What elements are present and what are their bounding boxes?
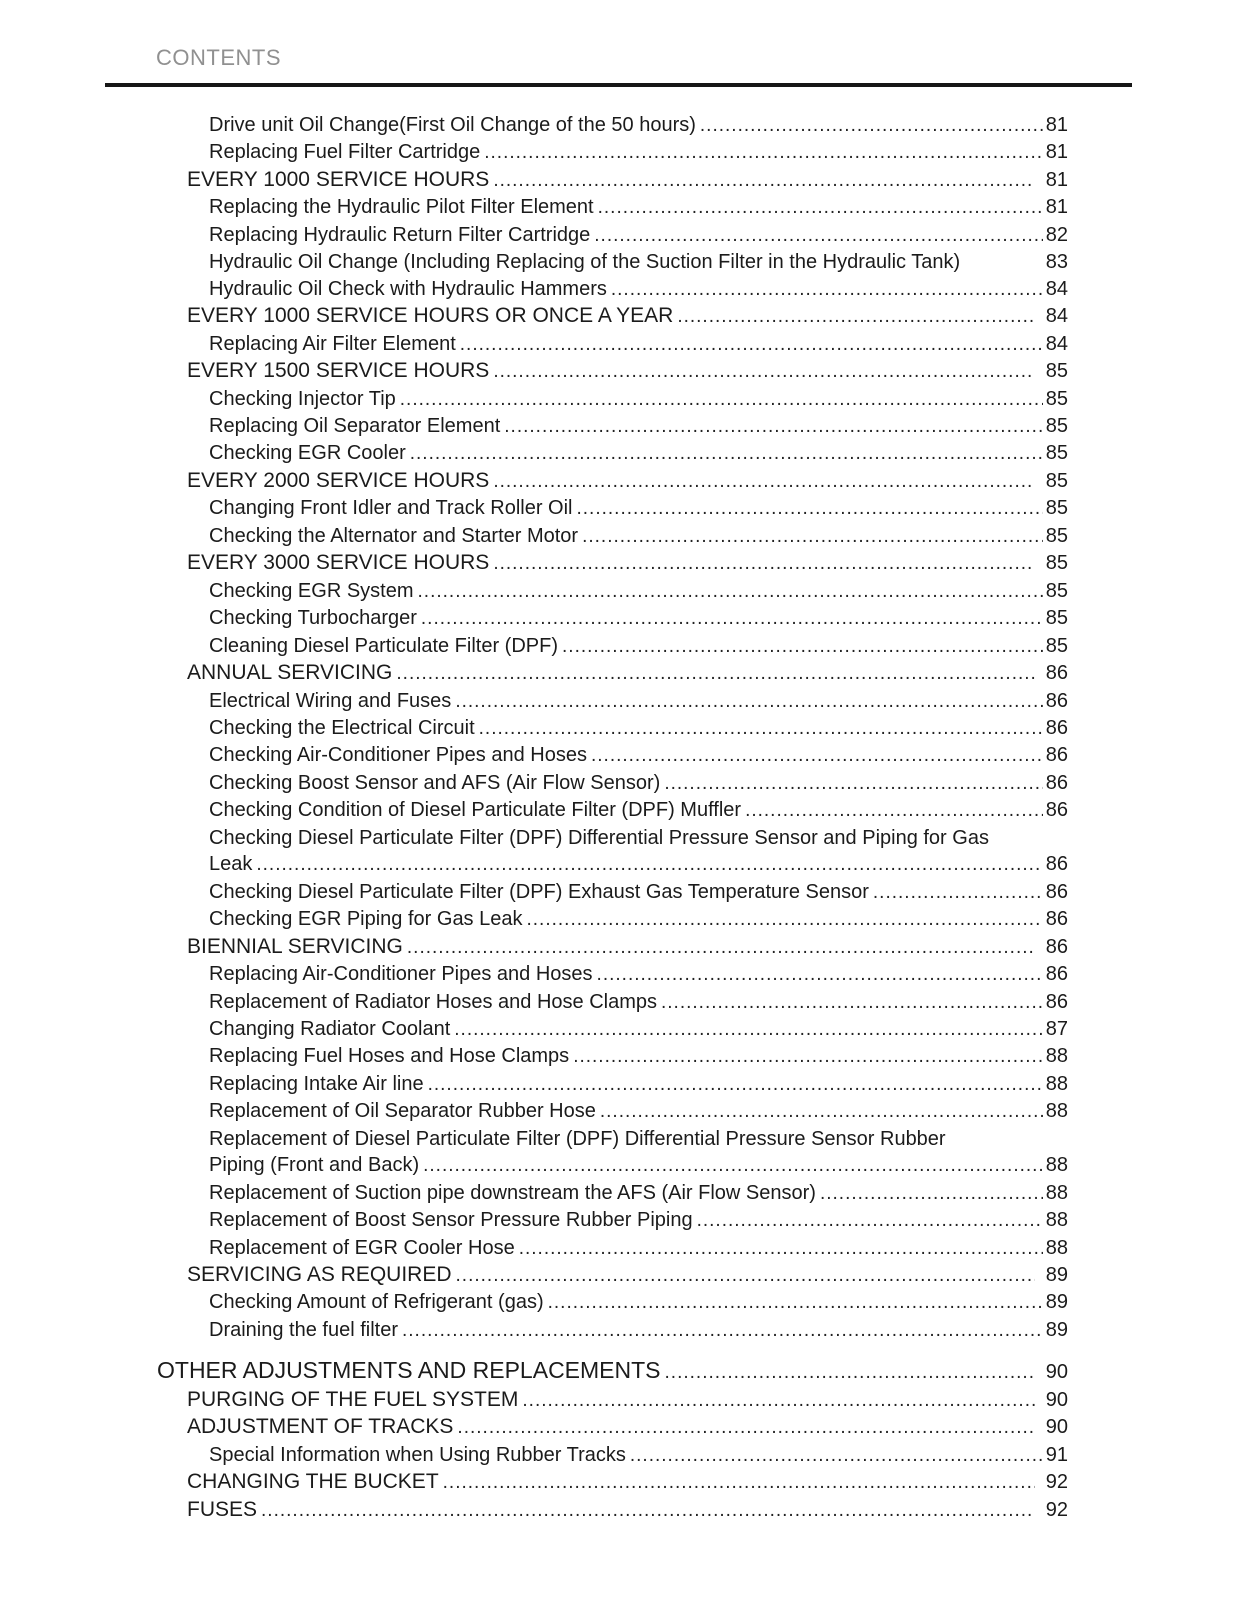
dot-leader bbox=[745, 797, 1043, 824]
toc-entry-page-number: 85 bbox=[1045, 360, 1068, 383]
toc-entry bbox=[105, 112, 1068, 139]
toc-entry bbox=[105, 1016, 1068, 1043]
dot-leader bbox=[873, 879, 1043, 906]
toc-entry-title: Hydraulic Oil Change (Including Replacing of the Suction Filter in the Hydraulic Tank) bbox=[209, 251, 961, 274]
toc-entry-title: Drive unit Oil Change(First Oil Change of the 50 hours) bbox=[209, 114, 696, 136]
toc-entry-title: Checking Amount of Refrigerant (gas) bbox=[209, 1291, 544, 1314]
toc-entry bbox=[105, 303, 1068, 330]
toc-entry-title: Checking Boost Sensor and AFS (Air Flow Sensor) bbox=[209, 771, 661, 794]
toc-entry-page-number: 86 bbox=[1045, 744, 1068, 767]
toc-entry-title: EVERY 3000 SERVICE HOURS bbox=[187, 551, 490, 575]
toc-entry-page-number: 85 bbox=[1045, 607, 1068, 630]
toc-entry bbox=[105, 742, 1068, 769]
toc-entry-title: BIENNIAL SERVICING bbox=[187, 934, 403, 958]
toc-entry-page-number: 85 bbox=[1045, 442, 1068, 465]
toc-entry-title: Checking Turbocharger bbox=[209, 607, 417, 630]
toc-entry bbox=[105, 825, 1068, 851]
toc-entry-title: Replacing Fuel Filter Cartridge bbox=[209, 141, 481, 164]
toc-entry-title: Checking Diesel Particulate Filter (DPF) Exhaust Gas Temperature Sensor bbox=[209, 880, 869, 903]
toc-entry bbox=[105, 523, 1068, 550]
toc-entry bbox=[105, 550, 1068, 577]
dot-leader bbox=[421, 605, 1043, 632]
dot-leader bbox=[548, 1289, 1043, 1316]
toc-entry-title: OTHER ADJUSTMENTS AND REPLACEMENTS bbox=[157, 1357, 661, 1384]
toc-entry bbox=[105, 633, 1068, 660]
toc-entry-page-number: 85 bbox=[1045, 524, 1068, 547]
toc-entry-title: Checking the Electrical Circuit bbox=[209, 716, 475, 739]
toc-entry-page-number: 81 bbox=[1045, 196, 1068, 219]
toc-entry-title: Replacing Hydraulic Return Filter Cartridge bbox=[209, 223, 591, 246]
toc-entry-title: Special Information when Using Rubber Tracks bbox=[209, 1443, 626, 1466]
toc-entry-page-number: 84 bbox=[1045, 305, 1068, 328]
toc-entry-title: Replacing Fuel Hoses and Hose Clamps bbox=[209, 1045, 570, 1068]
toc-entry-title: EVERY 1000 SERVICE HOURS bbox=[187, 167, 490, 191]
toc-entry bbox=[105, 276, 1068, 303]
toc-entry bbox=[105, 249, 1068, 275]
toc-entry-page-number: 85 bbox=[1045, 634, 1068, 657]
toc-entry-page-number: 81 bbox=[1045, 141, 1068, 164]
toc-entry-title: Changing Front Idler and Track Roller Oil bbox=[209, 497, 573, 520]
toc-entry-title: Hydraulic Oil Check with Hydraulic Hammers bbox=[209, 277, 607, 300]
toc-entry bbox=[105, 934, 1068, 961]
toc-entry bbox=[105, 1357, 1068, 1386]
toc-entry-title: PURGING OF THE FUEL SYSTEM bbox=[187, 1387, 519, 1411]
toc-entry-page-number: 86 bbox=[1045, 799, 1068, 822]
toc-entry-page-number: 92 bbox=[1045, 1498, 1068, 1521]
toc-entry bbox=[105, 715, 1068, 742]
toc-entry bbox=[105, 1152, 1068, 1179]
toc-entry-page-number: 85 bbox=[1045, 579, 1068, 602]
toc-entry-page-number: 89 bbox=[1045, 1264, 1068, 1287]
dot-leader bbox=[493, 358, 1034, 385]
toc-entry-page-number: 86 bbox=[1045, 689, 1068, 712]
toc-entry-title: EVERY 1500 SERVICE HOURS bbox=[187, 359, 490, 383]
dot-leader bbox=[597, 961, 1043, 988]
toc-entry-page-number: 86 bbox=[1045, 935, 1068, 958]
toc-entry bbox=[105, 1414, 1068, 1441]
table-of-contents bbox=[105, 112, 1068, 1524]
dot-leader bbox=[611, 276, 1043, 303]
toc-entry bbox=[105, 1497, 1068, 1524]
toc-entry bbox=[105, 797, 1068, 824]
toc-entry bbox=[105, 851, 1068, 878]
dot-leader bbox=[522, 1387, 1034, 1414]
toc-entry-page-number: 86 bbox=[1045, 990, 1068, 1013]
toc-entry bbox=[105, 1043, 1068, 1070]
page-title: CONTENTS bbox=[156, 45, 281, 70]
toc-entry-title: Checking EGR Cooler bbox=[209, 442, 406, 465]
toc-entry-page-number: 87 bbox=[1045, 1017, 1068, 1040]
toc-entry-title: Checking EGR Piping for Gas Leak bbox=[209, 908, 523, 931]
dot-leader bbox=[820, 1180, 1043, 1207]
toc-entry-title: Draining the fuel filter bbox=[209, 1318, 398, 1341]
toc-entry-page-number: 85 bbox=[1045, 414, 1068, 437]
toc-entry-title: EVERY 2000 SERVICE HOURS bbox=[187, 468, 490, 492]
toc-entry-title: Checking EGR System bbox=[209, 579, 414, 602]
toc-entry-page-number: 86 bbox=[1045, 908, 1068, 931]
toc-entry-page-number: 84 bbox=[1045, 332, 1068, 355]
toc-entry bbox=[105, 1071, 1068, 1098]
toc-entry-title: CHANGING THE BUCKET bbox=[187, 1470, 439, 1494]
dot-leader bbox=[664, 770, 1042, 797]
toc-entry-title: Piping (Front and Back) bbox=[209, 1154, 420, 1177]
toc-entry-title: Replacing Air-Conditioner Pipes and Hoses bbox=[209, 963, 593, 986]
toc-entry-page-number: 85 bbox=[1045, 469, 1068, 492]
dot-leader bbox=[484, 139, 1043, 166]
toc-entry-title: Checking Injector Tip bbox=[209, 387, 396, 410]
toc-entry-page-number: 86 bbox=[1045, 853, 1068, 876]
toc-entry bbox=[105, 1098, 1068, 1125]
toc-entry-page-number: 88 bbox=[1045, 1045, 1068, 1068]
toc-entry-page-number: 88 bbox=[1045, 1209, 1068, 1232]
toc-entry-title: Cleaning Diesel Particulate Filter (DPF) bbox=[209, 634, 559, 657]
dot-leader bbox=[598, 194, 1043, 221]
toc-entry-page-number: 81 bbox=[1045, 168, 1068, 191]
dot-leader bbox=[630, 1442, 1043, 1469]
toc-entry-page-number: 83 bbox=[1045, 251, 1068, 274]
toc-entry-page-number: 90 bbox=[1045, 1416, 1068, 1439]
toc-entry-page-number: 85 bbox=[1045, 552, 1068, 575]
toc-entry-title: Checking Air-Conditioner Pipes and Hoses bbox=[209, 744, 587, 767]
toc-entry-page-number: 88 bbox=[1045, 1072, 1068, 1095]
toc-entry-title: Replacing Air Filter Element bbox=[209, 332, 456, 355]
toc-entry bbox=[105, 1262, 1068, 1289]
dot-leader bbox=[677, 303, 1034, 330]
toc-entry-title: Checking Diesel Particulate Filter (DPF) Differential Pressure Sensor and Piping for Gas bbox=[209, 826, 989, 849]
dot-leader bbox=[493, 550, 1034, 577]
toc-entry-title: Replacement of EGR Cooler Hose bbox=[209, 1236, 515, 1259]
dot-leader bbox=[457, 1414, 1034, 1441]
dot-leader bbox=[697, 1207, 1043, 1234]
toc-entry bbox=[105, 1317, 1068, 1344]
toc-entry bbox=[105, 770, 1068, 797]
toc-entry bbox=[105, 1180, 1068, 1207]
toc-entry-page-number: 81 bbox=[1045, 114, 1068, 136]
toc-entry bbox=[105, 1126, 1068, 1152]
dot-leader bbox=[661, 989, 1043, 1016]
toc-entry-page-number: 86 bbox=[1045, 963, 1068, 986]
dot-leader bbox=[256, 851, 1042, 878]
toc-entry bbox=[105, 578, 1068, 605]
toc-entry bbox=[105, 139, 1068, 166]
toc-entry bbox=[105, 167, 1068, 194]
toc-entry-page-number: 85 bbox=[1045, 497, 1068, 520]
toc-entry bbox=[105, 194, 1068, 221]
toc-entry bbox=[105, 1442, 1068, 1469]
toc-entry-page-number: 85 bbox=[1045, 387, 1068, 410]
toc-entry-title: Leak bbox=[209, 853, 253, 876]
toc-entry-title: Replacement of Radiator Hoses and Hose Clamps bbox=[209, 990, 657, 1013]
toc-entry bbox=[105, 906, 1068, 933]
toc-entry-title: Replacing Intake Air line bbox=[209, 1072, 424, 1095]
dot-leader bbox=[582, 523, 1043, 550]
dot-leader bbox=[519, 1235, 1043, 1262]
dot-leader bbox=[443, 1469, 1035, 1496]
toc-entry-page-number: 86 bbox=[1045, 880, 1068, 903]
toc-entry bbox=[105, 1235, 1068, 1262]
toc-entry-title: EVERY 1000 SERVICE HOURS OR ONCE A YEAR bbox=[187, 304, 674, 328]
dot-leader bbox=[600, 1098, 1043, 1125]
toc-entry-page-number: 89 bbox=[1045, 1318, 1068, 1341]
dot-leader bbox=[577, 495, 1043, 522]
toc-entry-title: Electrical Wiring and Fuses bbox=[209, 689, 452, 712]
dot-leader bbox=[396, 660, 1034, 687]
toc-entry bbox=[105, 605, 1068, 632]
toc-entry bbox=[105, 1469, 1068, 1496]
dot-leader bbox=[504, 413, 1042, 440]
dot-leader bbox=[456, 1262, 1035, 1289]
dot-leader bbox=[700, 112, 1043, 139]
toc-entry bbox=[105, 1207, 1068, 1234]
dot-leader bbox=[573, 1043, 1043, 1070]
toc-entry-page-number: 84 bbox=[1045, 277, 1068, 300]
toc-entry-page-number: 88 bbox=[1045, 1236, 1068, 1259]
dot-leader bbox=[410, 440, 1043, 467]
dot-leader bbox=[400, 386, 1043, 413]
toc-entry-page-number: 90 bbox=[1045, 1361, 1068, 1384]
toc-entry-title: Checking the Alternator and Starter Motor bbox=[209, 524, 579, 547]
toc-entry-page-number: 90 bbox=[1045, 1388, 1068, 1411]
toc-entry-title: Replacing the Hydraulic Pilot Filter Element bbox=[209, 196, 594, 219]
dot-leader bbox=[493, 167, 1034, 194]
dot-leader bbox=[428, 1071, 1043, 1098]
toc-entry-title: Replacing Oil Separator Element bbox=[209, 414, 501, 437]
toc-entry bbox=[105, 440, 1068, 467]
dot-leader bbox=[402, 1317, 1043, 1344]
toc-entry bbox=[105, 961, 1068, 988]
dot-leader bbox=[562, 633, 1043, 660]
dot-leader bbox=[493, 468, 1034, 495]
toc-entry bbox=[105, 989, 1068, 1016]
dot-leader bbox=[454, 1016, 1042, 1043]
toc-entry-title: Changing Radiator Coolant bbox=[209, 1017, 451, 1040]
toc-entry bbox=[105, 660, 1068, 687]
dot-leader bbox=[479, 715, 1043, 742]
toc-entry-page-number: 92 bbox=[1045, 1471, 1068, 1494]
dot-leader bbox=[591, 742, 1043, 769]
toc-entry-title: FUSES bbox=[187, 1497, 258, 1521]
toc-entry-title: ANNUAL SERVICING bbox=[187, 661, 393, 685]
dot-leader bbox=[460, 331, 1043, 358]
toc-entry bbox=[105, 331, 1068, 358]
toc-entry bbox=[105, 1387, 1068, 1414]
dot-leader bbox=[261, 1497, 1035, 1524]
toc-entry bbox=[105, 386, 1068, 413]
toc-entry bbox=[105, 468, 1068, 495]
toc-entry-title: Replacement of Suction pipe downstream the AFS (Air Flow Sensor) bbox=[209, 1181, 816, 1204]
dot-leader bbox=[418, 578, 1043, 605]
toc-entry-title: Replacement of Oil Separator Rubber Hose bbox=[209, 1100, 596, 1123]
dot-leader bbox=[665, 1357, 1035, 1386]
toc-entry bbox=[105, 358, 1068, 385]
toc-entry-page-number: 82 bbox=[1045, 223, 1068, 246]
toc-entry-title: Checking Condition of Diesel Particulate Filter (DPF) Muffler bbox=[209, 799, 742, 822]
dot-leader bbox=[455, 688, 1042, 715]
toc-entry-page-number: 88 bbox=[1045, 1100, 1068, 1123]
toc-entry-page-number: 88 bbox=[1045, 1181, 1068, 1204]
toc-entry bbox=[105, 879, 1068, 906]
dot-leader bbox=[527, 906, 1043, 933]
dot-leader bbox=[407, 934, 1035, 961]
dot-leader bbox=[423, 1152, 1043, 1179]
dot-leader bbox=[594, 222, 1042, 249]
toc-entry-page-number: 89 bbox=[1045, 1291, 1068, 1314]
toc-entry-page-number: 86 bbox=[1045, 771, 1068, 794]
toc-entry-title: Replacement of Diesel Particulate Filter (DPF) Differential Pressure Sensor Rubber bbox=[209, 1127, 946, 1150]
toc-entry bbox=[105, 688, 1068, 715]
toc-entry bbox=[105, 413, 1068, 440]
toc-entry-page-number: 91 bbox=[1045, 1443, 1068, 1466]
header-rule bbox=[105, 83, 1132, 87]
toc-entry-title: ADJUSTMENT OF TRACKS bbox=[187, 1415, 454, 1439]
toc-entry bbox=[105, 495, 1068, 522]
toc-entry-page-number: 86 bbox=[1045, 662, 1068, 685]
toc-entry-title: Replacement of Boost Sensor Pressure Rubber Piping bbox=[209, 1209, 693, 1232]
toc-entry bbox=[105, 222, 1068, 249]
toc-entry-page-number: 86 bbox=[1045, 716, 1068, 739]
toc-entry bbox=[105, 1289, 1068, 1316]
toc-entry-page-number: 88 bbox=[1045, 1154, 1068, 1177]
toc-entry-title: SERVICING AS REQUIRED bbox=[187, 1263, 452, 1287]
